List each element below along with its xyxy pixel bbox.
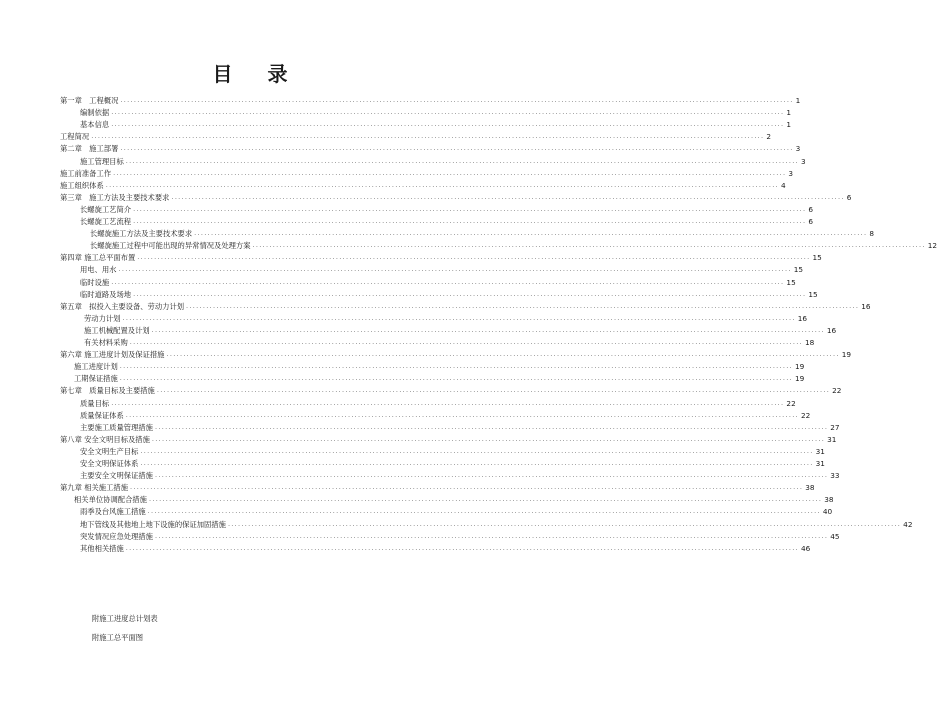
toc-entry-page: 19 [841,350,852,360]
appendix-item: 附施工进度总计划表 [92,614,158,623]
toc-entry-title: 工期保证措施 [74,374,118,384]
toc-entry-title: 其他相关措施 [80,543,124,553]
toc-dot-leader: ........................................................................................................................................................................................................ [125,156,800,165]
toc-entry-page: 31 [815,446,825,456]
toc-dot-leader: ........................................................................................................................................................................................................ [119,374,794,383]
toc-entry[interactable] [60,385,842,396]
toc-entry[interactable] [74,361,805,372]
toc-dot-leader: ........................................................................................................................................................................................................ [118,265,792,274]
toc-dot-leader: ........................................................................................................................................................................................................ [130,483,804,492]
toc-dot-leader: ........................................................................................................................................................................................................ [133,289,807,298]
toc-entry-title: 主要安全文明保证措施 [80,471,153,481]
toc-entry-page: 31 [827,434,837,444]
toc-entry[interactable] [74,373,805,384]
toc-entry-page: 19 [795,374,805,384]
toc-entry-page: 16 [861,301,871,311]
toc-dot-leader: ........................................................................................................................................................................................................ [154,422,829,431]
toc-dot-leader: ........................................................................................................................................................................................................ [113,168,787,177]
toc-entry[interactable] [60,180,786,191]
toc-entry[interactable] [80,458,825,469]
toc-entry[interactable] [60,143,801,154]
toc-entry-page: 38 [824,495,834,505]
toc-entry-page: 15 [793,265,804,275]
toc-dot-leader: ........................................................................................................................................................................................................ [125,410,800,419]
toc-entry-title: 临时设施 [80,277,110,287]
toc-entry[interactable] [60,301,871,312]
toc-entry-title: 第三章 施工方法及主要技术要求 [60,192,170,202]
toc-dot-leader: ........................................................................................................................................................................................................ [111,277,785,286]
toc-entry-title: 第六章 施工进度计划及保证措施 [60,350,165,360]
toc-entry[interactable] [80,506,833,517]
toc-entry-page: 3 [795,144,801,154]
toc-dot-leader: ........................................................................................................................................................................................................ [186,301,860,310]
toc-entry[interactable] [80,107,792,118]
toc-entry-title: 第五章 拟投入主要设备、劳动力计划 [60,301,185,311]
toc-entry[interactable] [60,192,852,203]
toc-entry[interactable] [80,470,840,481]
toc-dot-leader: ........................................................................................................................................................................................................ [151,434,826,443]
toc-entry[interactable] [80,410,811,421]
toc-entry[interactable] [80,398,796,409]
toc-entry-page: 3 [801,156,806,166]
toc-entry-page: 46 [801,543,811,553]
toc-entry-page: 15 [786,277,796,287]
toc-entry-page: 1 [786,108,792,118]
toc-dot-leader: ........................................................................................................................................................................................................ [194,229,868,238]
toc-entry-page: 4 [781,180,786,190]
toc-entry-title: 第二章 施工部署 [60,144,119,154]
toc-entry-title: 劳动力计划 [84,313,121,323]
toc-entry[interactable] [84,337,815,348]
toc-dot-leader: ........................................................................................................................................................................................................ [140,446,814,455]
toc-dot-leader: ........................................................................................................................................................................................................ [227,519,902,528]
toc-entry[interactable] [80,264,804,275]
toc-entry[interactable] [80,422,840,433]
toc-entry-page: 1 [786,120,792,130]
toc-dot-leader: ........................................................................................................................................................................................................ [111,398,785,407]
toc-entry-title: 用电、用水 [80,265,117,275]
toc-entry-page: 38 [805,483,815,493]
toc-dot-leader: ........................................................................................................................................................................................................ [133,204,807,213]
toc-dot-leader: ........................................................................................................................................................................................................ [156,386,831,395]
toc-dot-leader: ........................................................................................................................................................................................................ [154,531,829,540]
toc-entry-page: 6 [808,217,813,226]
toc-entry-page: 33 [830,471,840,481]
toc-entry-title: 质量目标 [80,398,110,408]
toc-entry-page: 18 [805,338,815,347]
toc-dot-leader: ........................................................................................................................................................................................................ [133,217,807,225]
toc-entry-title: 雨季及台风施工措施 [80,507,146,517]
toc-entry-title: 第一章 工程概况 [60,96,119,105]
toc-entry[interactable] [60,168,793,179]
toc-entry-page: 15 [812,253,822,263]
toc-entry[interactable] [80,216,813,227]
toc-dot-leader: ........................................................................................................................................................................................................ [119,362,794,371]
toc-entry-title: 安全文明生产目标 [80,446,139,456]
toc-entry-title: 长螺旋施工过程中可能出现的异常情况及处理方案 [90,241,251,251]
toc-entry[interactable] [80,531,840,542]
toc-entry-title: 第四章 施工总平面布置 [60,253,136,263]
toc-entry-title: 突发情况应急处理措施 [80,531,153,541]
toc-entry[interactable] [80,277,796,288]
toc-entry-page: 6 [846,192,852,202]
toc-entry-title: 施工进度计划 [74,362,118,372]
toc-entry-page: 1 [795,96,801,105]
toc-entry[interactable] [84,325,837,336]
toc-entry-page: 19 [795,362,805,372]
toc-entry-title: 有关材料采购 [84,338,128,347]
toc-entry-title: 第九章 相关施工措施 [60,483,128,493]
toc-entry-page: 16 [826,325,837,335]
page-title: 目 录 [212,62,302,86]
toc-entry[interactable] [90,228,875,239]
toc-dot-leader: ........................................................................................................................................................................................................ [125,543,800,552]
toc-entry[interactable] [80,204,813,215]
toc-entry[interactable] [60,252,822,263]
toc-entry[interactable] [60,349,852,360]
toc-entry-page: 45 [830,531,840,541]
toc-entry[interactable] [60,131,772,142]
toc-entry[interactable] [80,446,825,457]
toc-dot-leader: ........................................................................................................................................................................................................ [252,241,926,250]
toc-entry-page: 16 [797,313,808,323]
toc-dot-leader: ........................................................................................................................................................................................................ [120,96,794,104]
toc-entry[interactable] [80,519,913,530]
toc-entry-title: 第七章 质量目标及主要措施 [60,386,155,396]
toc-entry-title: 第八章 安全文明目标及措施 [60,434,150,444]
toc-entry-title: 临时道路及场地 [80,289,132,299]
toc-dot-leader: ........................................................................................................................................................................................................ [120,144,794,153]
toc-entry-title: 编制依据 [80,108,110,118]
toc-entry[interactable] [60,434,837,445]
toc-entry[interactable] [60,95,801,106]
toc-entry-page: 22 [801,410,811,420]
toc-entry[interactable] [74,494,834,505]
toc-dot-leader: ........................................................................................................................................................................................................ [105,180,780,189]
toc-entry-title: 主要施工质量管理措施 [80,422,153,432]
toc-dot-leader: ........................................................................................................................................................................................................ [91,132,765,141]
toc-dot-leader: ........................................................................................................................................................................................................ [111,108,785,117]
toc-entry-title: 安全文明保证体系 [80,459,139,468]
toc-entry-title: 长螺旋工艺简介 [80,204,132,214]
toc-entry-page: 3 [788,168,793,178]
toc-entry[interactable] [80,289,818,300]
toc-entry-page: 22 [786,398,796,408]
toc-entry-page: 22 [832,386,842,396]
toc-entry-page: 31 [815,459,825,468]
toc-entry-title: 施工机械配置及计划 [84,325,150,335]
toc-entry-title: 施工前准备工作 [60,168,112,178]
toc-entry[interactable] [80,119,792,130]
toc-dot-leader: ........................................................................................................................................................................................................ [129,338,804,346]
toc-entry[interactable] [90,240,937,251]
toc-dot-leader: ........................................................................................................................................................................................................ [140,459,814,467]
toc-entry-page: 12 [927,241,937,251]
toc-dot-leader: ........................................................................................................................................................................................................ [122,313,796,322]
toc-dot-leader: ........................................................................................................................................................................................................ [111,120,785,129]
toc-entry-title: 相关单位协调配合措施 [74,495,147,505]
toc-entry[interactable] [60,482,815,493]
toc-entry-title: 长螺旋施工方法及主要技术要求 [90,229,193,239]
toc-dot-leader: ........................................................................................................................................................................................................ [171,192,845,201]
toc-entry[interactable] [84,313,808,324]
toc-entry-page: 42 [903,519,913,529]
toc-entry-title: 质量保证体系 [80,410,124,420]
toc-entry-page: 40 [822,507,833,517]
toc-dot-leader: ........................................................................................................................................................................................................ [148,495,823,504]
toc-entry-title: 施工管理目标 [80,156,124,166]
toc-dot-leader: ........................................................................................................................................................................................................ [166,350,840,359]
toc-entry[interactable] [80,543,811,554]
toc-entry-page: 15 [808,289,818,299]
appendix-item: 附施工总平面图 [92,633,144,642]
toc-dot-leader: ........................................................................................................................................................................................................ [147,507,821,516]
toc-dot-leader: ........................................................................................................................................................................................................ [154,471,829,480]
toc-dot-leader: ........................................................................................................................................................................................................ [137,253,811,262]
toc-entry-page: 2 [766,132,772,142]
toc-entry[interactable] [80,156,806,167]
toc-entry-title: 基本信息 [80,120,110,130]
toc-entry-page: 27 [830,422,840,432]
toc-entry-page: 8 [869,229,875,239]
toc-dot-leader: ........................................................................................................................................................................................................ [151,325,825,334]
toc-entry-title: 长螺旋工艺流程 [80,217,132,226]
toc-entry-title: 施工组织体系 [60,180,104,190]
toc-entry-page: 6 [808,204,813,214]
toc-entry-title: 地下管线及其他地上地下设施的保证加固措施 [80,519,226,529]
toc-entry-title: 工程简况 [60,132,90,142]
